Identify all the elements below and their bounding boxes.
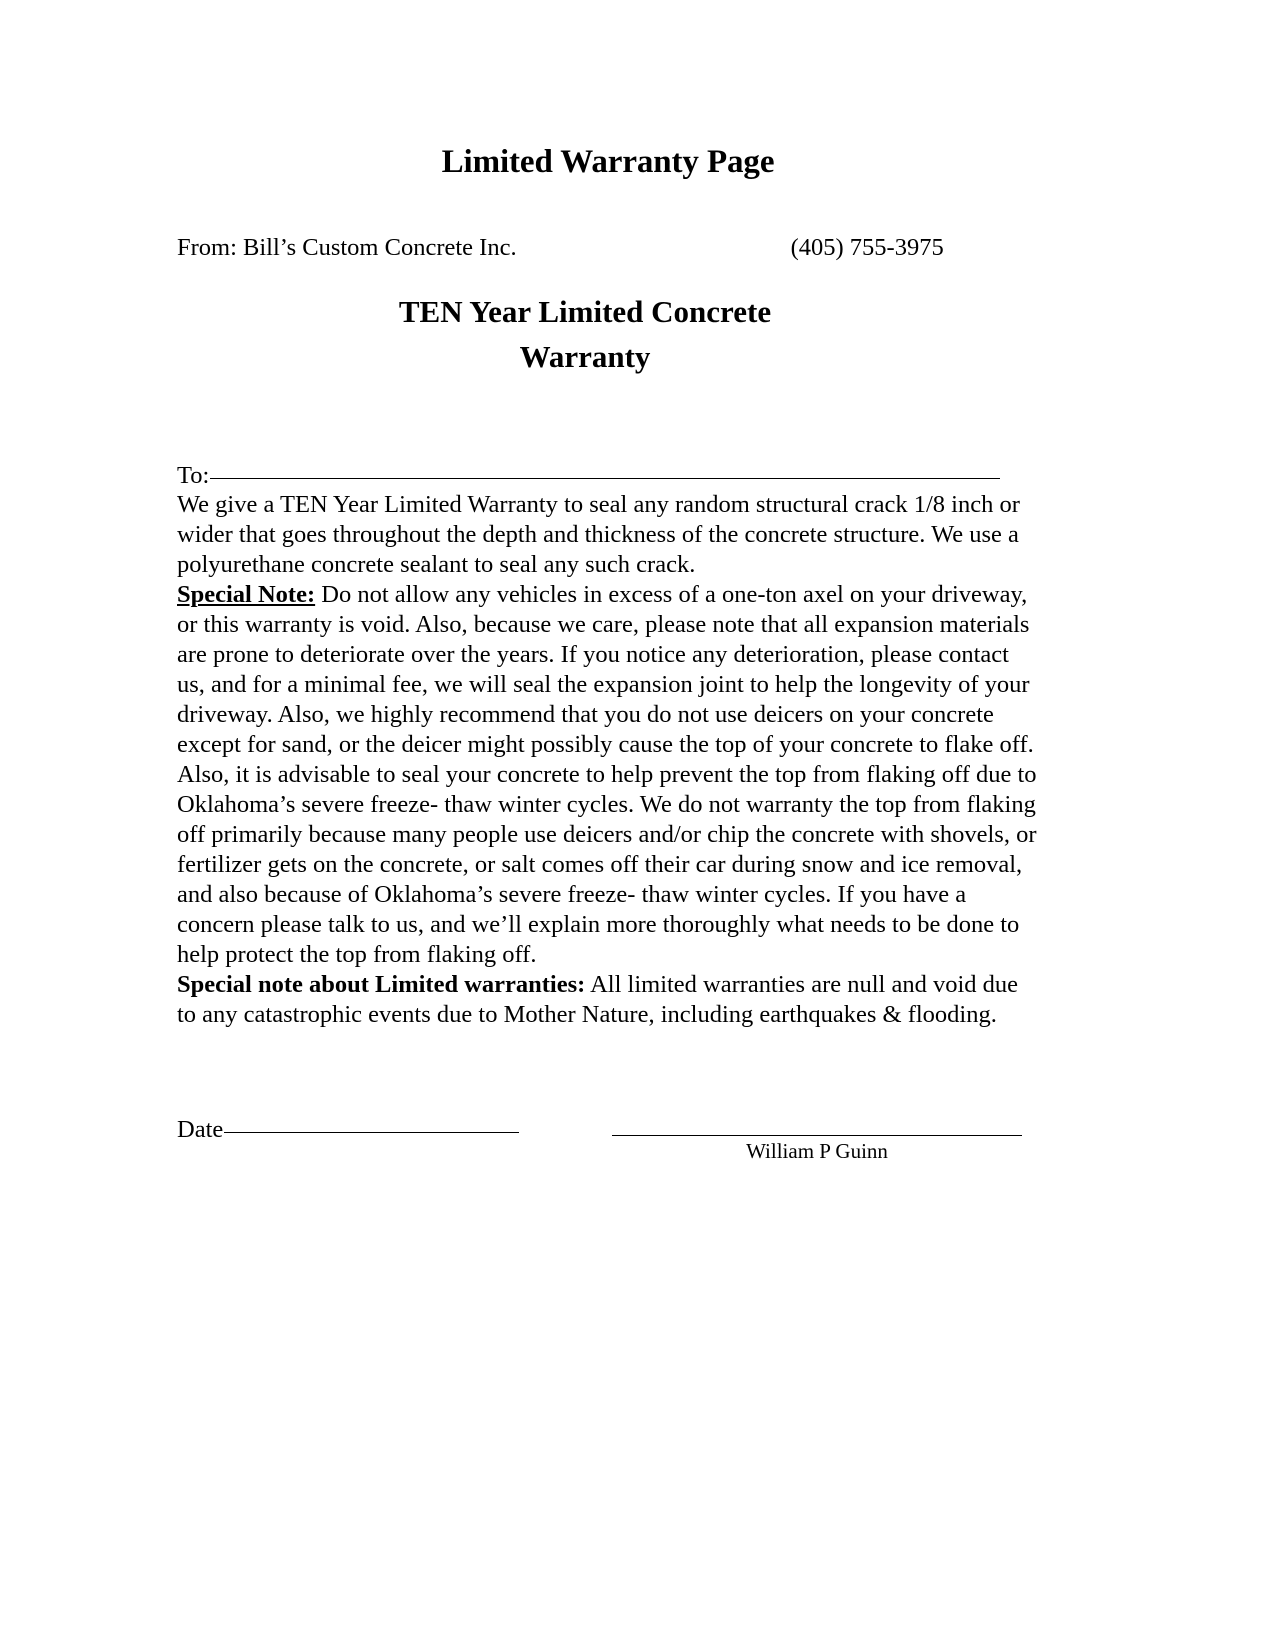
special-note-heading: Special Note: bbox=[177, 580, 316, 608]
to-row bbox=[177, 462, 1039, 490]
signature-block bbox=[177, 1116, 1039, 1186]
limited-warranties-body: All limited warranties are null and void due to any catastrophic events due to Mother Nature, including earthquakes & flooding. bbox=[177, 970, 1019, 1028]
date-label: Date bbox=[177, 1115, 224, 1143]
signer-name: William P Guinn bbox=[746, 1138, 888, 1163]
date-row bbox=[177, 1116, 519, 1144]
sub-heading-line-2: Warranty bbox=[519, 338, 651, 374]
to-fill-in-line[interactable] bbox=[210, 478, 1000, 479]
from-company-label: From: Bill’s Custom Concrete Inc. bbox=[177, 233, 517, 261]
to-label: To: bbox=[177, 461, 210, 489]
signature-fill-in-line[interactable] bbox=[612, 1116, 1022, 1136]
special-note-body: Do not allow any vehicles in excess of a one-ton axel on your driveway, or this warranty is void. Also, because we care, please note that all expansion materials are prone to deteriorate over the years. If you notice any deterioration, please contact us, and for a minimal fee, we will seal the expansion joint to help the longevity of your driveway. Also, we highly recommend that you do not use deicers on your concrete except for sand, or the deicer might possibly cause the top of your concrete to flake off. Also, it is advisable to seal your concrete to help prevent the top from flaking off due to Oklahoma’s severe freeze- thaw winter cycles. We do not warranty the top from flaking off primarily because many people use deicers and/or chip the concrete with shovels, or fertilizer gets on the concrete, or salt comes off their car during snow and ice removal, and also because of Oklahoma’s severe freeze- thaw winter cycles. If you have a concern please talk to us, and we’ll explain more thoroughly what needs to be done to help protect the top from flaking off. bbox=[177, 580, 1037, 968]
page-title: Limited Warranty Page bbox=[441, 144, 775, 180]
special-note-paragraph bbox=[177, 580, 1039, 970]
document-content bbox=[177, 0, 1039, 1186]
sub-heading-line-1: TEN Year Limited Concrete bbox=[398, 293, 772, 329]
company-phone-number: (405) 755-3975 bbox=[790, 233, 944, 261]
signature-column bbox=[612, 1116, 1022, 1164]
limited-warranties-paragraph bbox=[177, 970, 1039, 1030]
limited-warranties-heading: Special note about Limited warranties: bbox=[177, 970, 586, 998]
warranty-intro-paragraph: We give a TEN Year Limited Warranty to seal any random structural crack 1/8 inch or wider that goes throughout the depth and thickness of the concrete structure. We use a polyurethane concrete sealant to seal any such crack. bbox=[177, 490, 1020, 578]
warranty-sub-heading bbox=[177, 290, 1039, 380]
from-row bbox=[177, 232, 1039, 264]
date-fill-in-line[interactable] bbox=[224, 1132, 519, 1133]
